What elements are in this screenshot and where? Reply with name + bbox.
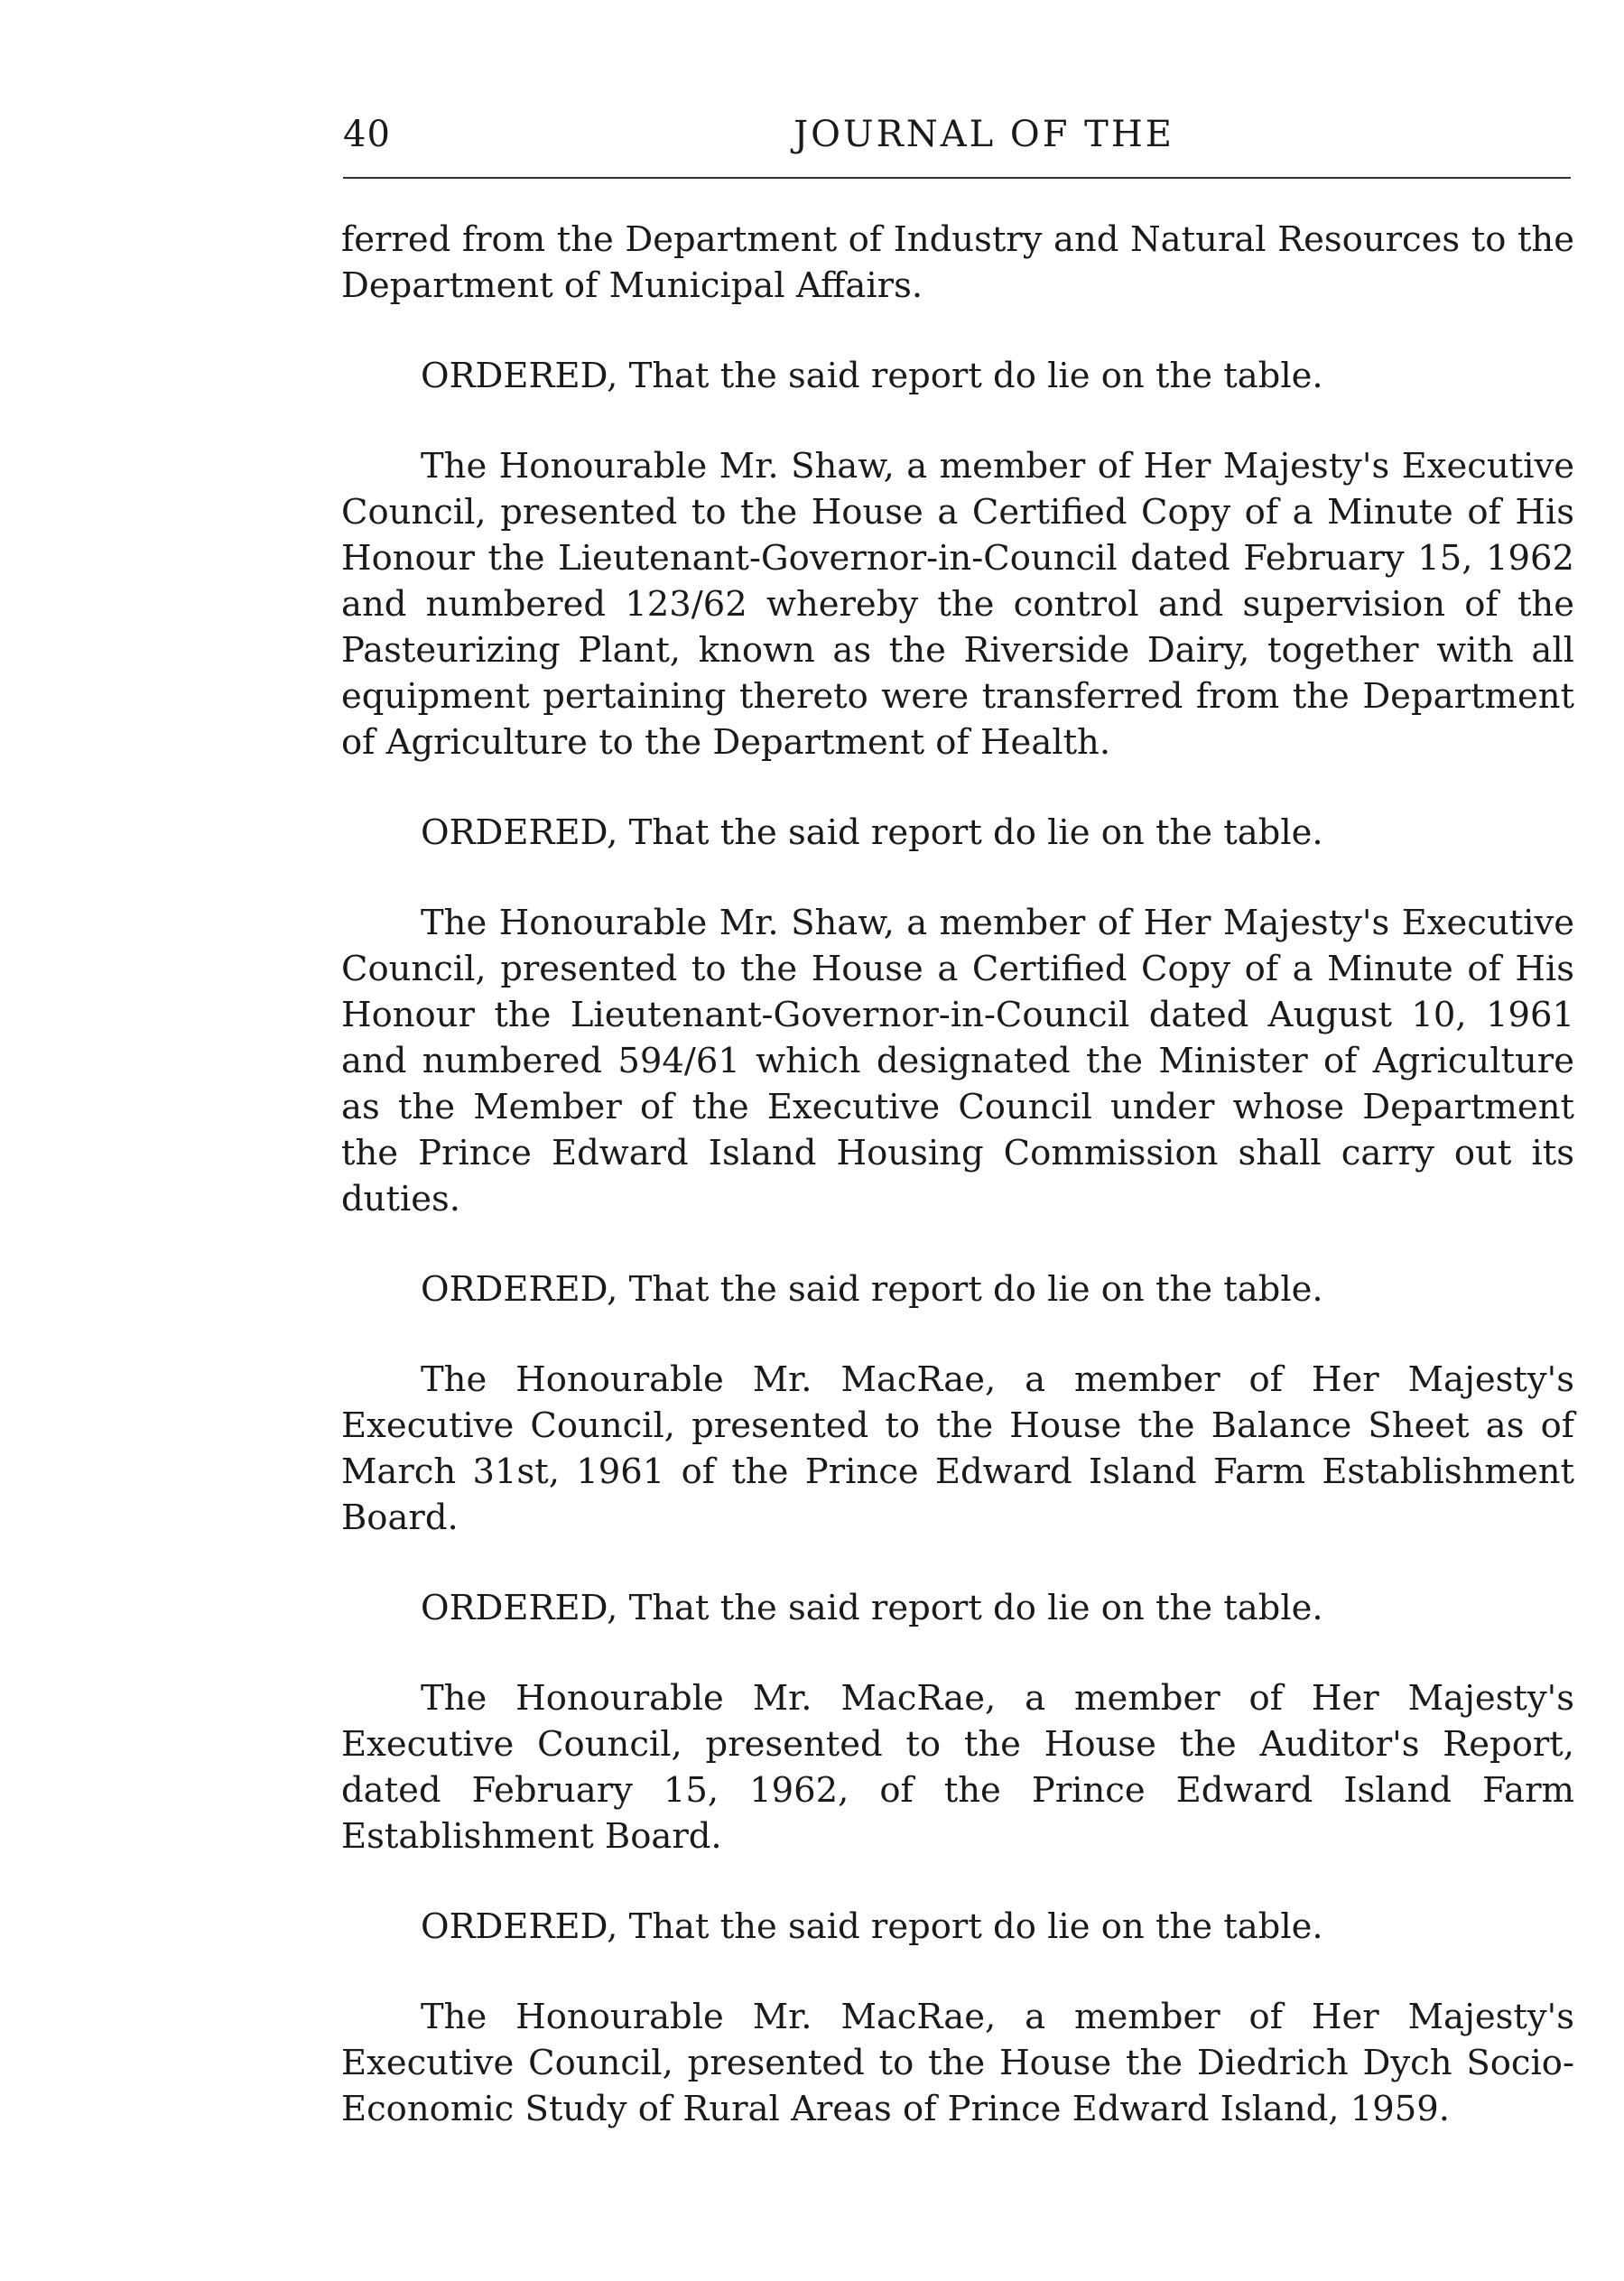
- journal-body: [341, 217, 1574, 2132]
- ordered-paragraph: ORDERED, That the said report do lie on the table.: [421, 356, 1323, 396]
- running-head: JOURNAL OF THE: [793, 114, 1174, 155]
- report-paragraph: The Honourable Mr. Shaw, a member of Her Majesty's Executive Council, presented to the House a Certified Copy of a Minute of His Honour the Lieutenant-Governor-in-Council dated August 10, 1961 and numbered 594/61 which designated the Minister of Agriculture as the Member of the Executive Council under whose Department the Prince Edward Island Housing Commission shall carry out its duties.: [341, 903, 1574, 1219]
- page-header: [343, 107, 1571, 179]
- ordered-paragraph: ORDERED, That the said report do lie on the table.: [421, 1269, 1323, 1310]
- ordered-paragraph: ORDERED, That the said report do lie on the table.: [421, 812, 1323, 853]
- header-rule: [343, 177, 1571, 179]
- page-number: 40: [343, 114, 391, 155]
- report-paragraph: The Honourable Mr. MacRae, a member of Her Majesty's Executive Council, presented to the House the Diedrich Dych Socio-Economic Study of Rural Areas of Prince Edward Island, 1959.: [341, 1997, 1574, 2129]
- ordered-paragraph: ORDERED, That the said report do lie on the table.: [421, 1906, 1323, 1947]
- report-paragraph: The Honourable Mr. MacRae, a member of Her Majesty's Executive Council, presented to the House the Balance Sheet as of March 31st, 1961 of the Prince Edward Island Farm Establishment Board.: [341, 1359, 1574, 1538]
- ordered-paragraph: ORDERED, That the said report do lie on the table.: [421, 1588, 1323, 1628]
- report-paragraph: The Honourable Mr. Shaw, a member of Her Majesty's Executive Council, presented to the House a Certified Copy of a Minute of His Honour the Lieutenant-Governor-in-Council dated February 15, 1962 and numbered 123/62 whereby the control and supervision of the Pasteurizing Plant, known as the Riverside Dairy, together with all equipment pertaining thereto were transferred from the Department of Agriculture to the Department of Health.: [341, 446, 1574, 763]
- continued-paragraph: ferred from the Department of Industry and Natural Resources to the Department of Municipal Affairs.: [341, 219, 1574, 306]
- report-paragraph: The Honourable Mr. MacRae, a member of Her Majesty's Executive Council, presented to the House the Auditor's Report, dated February 15, 1962, of the Prince Edward Island Farm Establishment Board.: [341, 1678, 1574, 1857]
